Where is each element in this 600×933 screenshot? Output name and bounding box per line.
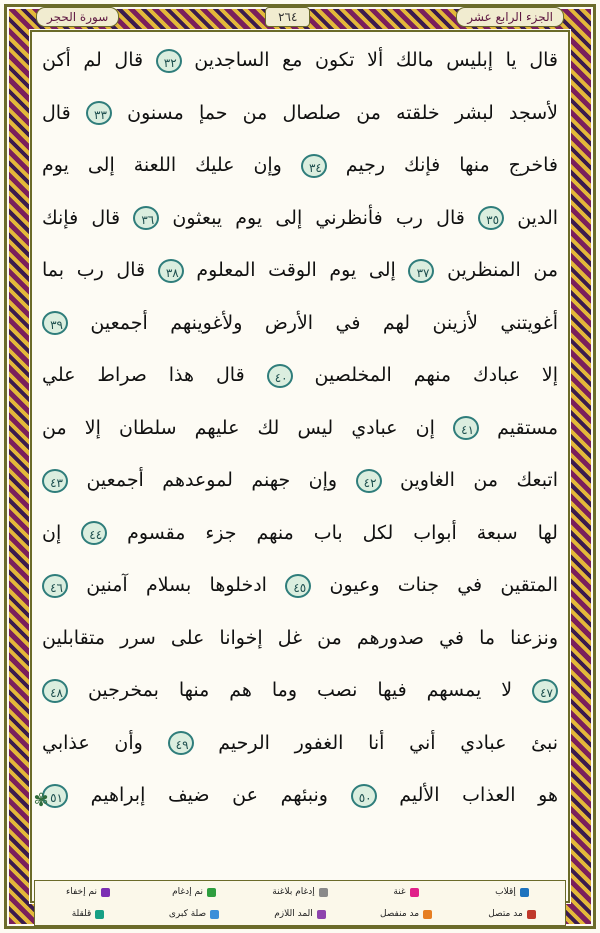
legend-swatch: [319, 888, 328, 897]
verse-text: لأسجد لبشر خلقته من صلصال من حمإ مسنون: [127, 101, 558, 124]
text-line: [42, 408, 558, 448]
verse-number-marker: ٤٢: [356, 469, 382, 493]
verse-text: ادخلوها بسلام آمنين: [86, 574, 267, 596]
verse-number-marker: ٤٨: [42, 679, 68, 703]
verse-text: لها سبعة أبواب لكل باب منهم جزء مقسوم: [127, 521, 558, 544]
verse-text: مستقيم: [497, 416, 558, 439]
verse-number-marker: ٤٣: [42, 469, 68, 493]
legend-label: مد منفصل: [379, 909, 420, 919]
verse-number-marker: ٤٠: [267, 364, 293, 388]
verse-number-marker: ٣٨: [158, 259, 184, 283]
verse-text: لا يمسهم فيها نصب وما هم منها بمخرجين: [87, 679, 513, 701]
text-line: [42, 618, 558, 658]
legend-label: إقلاب: [495, 887, 516, 897]
verse-number-marker: ٥٠: [351, 784, 377, 808]
verse-number-marker: ٥١: [42, 784, 68, 808]
sajda-ornament-icon: ✾: [33, 790, 49, 811]
text-line: [42, 198, 558, 238]
legend-item: [247, 903, 353, 925]
verse-number-marker: ٣٩: [42, 311, 68, 335]
verse-text: المتقين في جنات وعيون: [329, 574, 558, 596]
verse-text: أغويتني لأزينن لهم في الأرض ولأغوينهم أجمعين: [90, 311, 558, 334]
verse-text: وأن عذابي: [42, 731, 143, 754]
verse-text: قال لم أكن: [42, 49, 144, 71]
verse-text: اتبعك من الغاوين: [400, 469, 558, 491]
text-line: [42, 355, 558, 395]
page-header: [36, 6, 564, 28]
text-line: [42, 775, 558, 815]
juz-name: الجزء الرابع عشر: [456, 7, 564, 27]
verse-text: وإن جهنم لموعدهم أجمعين: [86, 469, 338, 491]
verse-text: إلى يوم الوقت المعلوم: [196, 259, 396, 281]
legend-label: المد اللازم: [274, 909, 313, 919]
verse-text: ونزعنا ما في صدورهم من غل إخوانا على سرر متقابلين: [42, 626, 558, 649]
text-line: [42, 250, 558, 290]
legend-swatch: [423, 910, 432, 919]
quran-text: [42, 40, 558, 830]
legend-label: إدغام بلاغنة: [272, 887, 315, 897]
verse-text: إن عبادي ليس لك عليهم سلطان إلا من: [42, 416, 435, 439]
verse-text: نبئ عبادي أني أنا الغفور الرحيم: [218, 731, 558, 754]
legend-label: نم إدغام: [172, 887, 203, 897]
text-line: [42, 723, 558, 763]
text-line: [42, 565, 558, 605]
verse-number-marker: ٤٤: [81, 521, 107, 545]
text-line: [42, 40, 558, 80]
legend-swatch: [207, 888, 216, 897]
legend-swatch: [520, 888, 529, 897]
page-number: ٢٦٤: [265, 7, 310, 27]
verse-text: من المنظرين: [447, 259, 558, 281]
verse-number-marker: ٣٧: [408, 259, 434, 283]
verse-text: ونبئهم عن ضيف إبراهيم: [90, 784, 328, 806]
legend-item: [247, 881, 353, 903]
legend-label: غنة: [393, 887, 406, 897]
legend-swatch: [101, 888, 110, 897]
verse-number-marker: ٣٣: [86, 101, 112, 125]
legend-item: [459, 903, 565, 925]
text-line: [42, 145, 558, 185]
verse-text: هو العذاب الأليم: [399, 784, 558, 806]
legend-item: [353, 903, 459, 925]
legend-item: [35, 903, 141, 925]
legend-item: [459, 881, 565, 903]
legend-label: صلة كبرى: [168, 909, 207, 919]
verse-text: قال: [42, 101, 71, 124]
text-line: [42, 513, 558, 553]
verse-text: إن: [42, 521, 62, 544]
legend-label: نم إخفاء: [66, 887, 97, 897]
legend-swatch: [410, 888, 419, 897]
verse-number-marker: ٣٥: [478, 206, 504, 230]
verse-text: قال يا إبليس مالك ألا تكون مع الساجدين: [194, 49, 558, 71]
verse-number-marker: ٣٢: [156, 49, 182, 73]
legend-item: [35, 881, 141, 903]
verse-text: قال رب بما: [42, 259, 146, 281]
verse-text: قال هذا صراط علي: [42, 364, 245, 386]
legend-label: قلقلة: [71, 909, 92, 919]
verse-text: وإن عليك اللعنة إلى يوم: [42, 154, 282, 176]
verse-number-marker: ٤٩: [168, 731, 194, 755]
tajweed-legend: [34, 880, 566, 926]
text-line: [42, 303, 558, 343]
text-line: [42, 460, 558, 500]
verse-number-marker: ٤٧: [532, 679, 558, 703]
surah-name: سورة الحجر: [36, 7, 119, 27]
verse-text: قال رب فأنظرني إلى يوم يبعثون: [172, 206, 465, 229]
legend-swatch: [527, 910, 536, 919]
legend-item: [353, 881, 459, 903]
verse-text: الدين: [517, 206, 558, 229]
text-line: [42, 93, 558, 133]
verse-text: قال فإنك: [42, 206, 121, 229]
verse-number-marker: ٤٦: [42, 574, 68, 598]
legend-swatch: [210, 910, 219, 919]
verse-text: فاخرج منها فإنك رجيم: [345, 154, 558, 176]
verse-number-marker: ٤١: [453, 416, 479, 440]
verse-number-marker: ٣٤: [301, 154, 327, 178]
legend-item: [141, 903, 247, 925]
legend-item: [141, 881, 247, 903]
verse-number-marker: ٤٥: [285, 574, 311, 598]
legend-label: مد متصل: [488, 909, 523, 919]
legend-swatch: [317, 910, 326, 919]
verse-text: إلا عبادك منهم المخلصين: [314, 364, 558, 386]
verse-number-marker: ٣٦: [133, 206, 159, 230]
legend-swatch: [95, 910, 104, 919]
text-line: [42, 670, 558, 710]
